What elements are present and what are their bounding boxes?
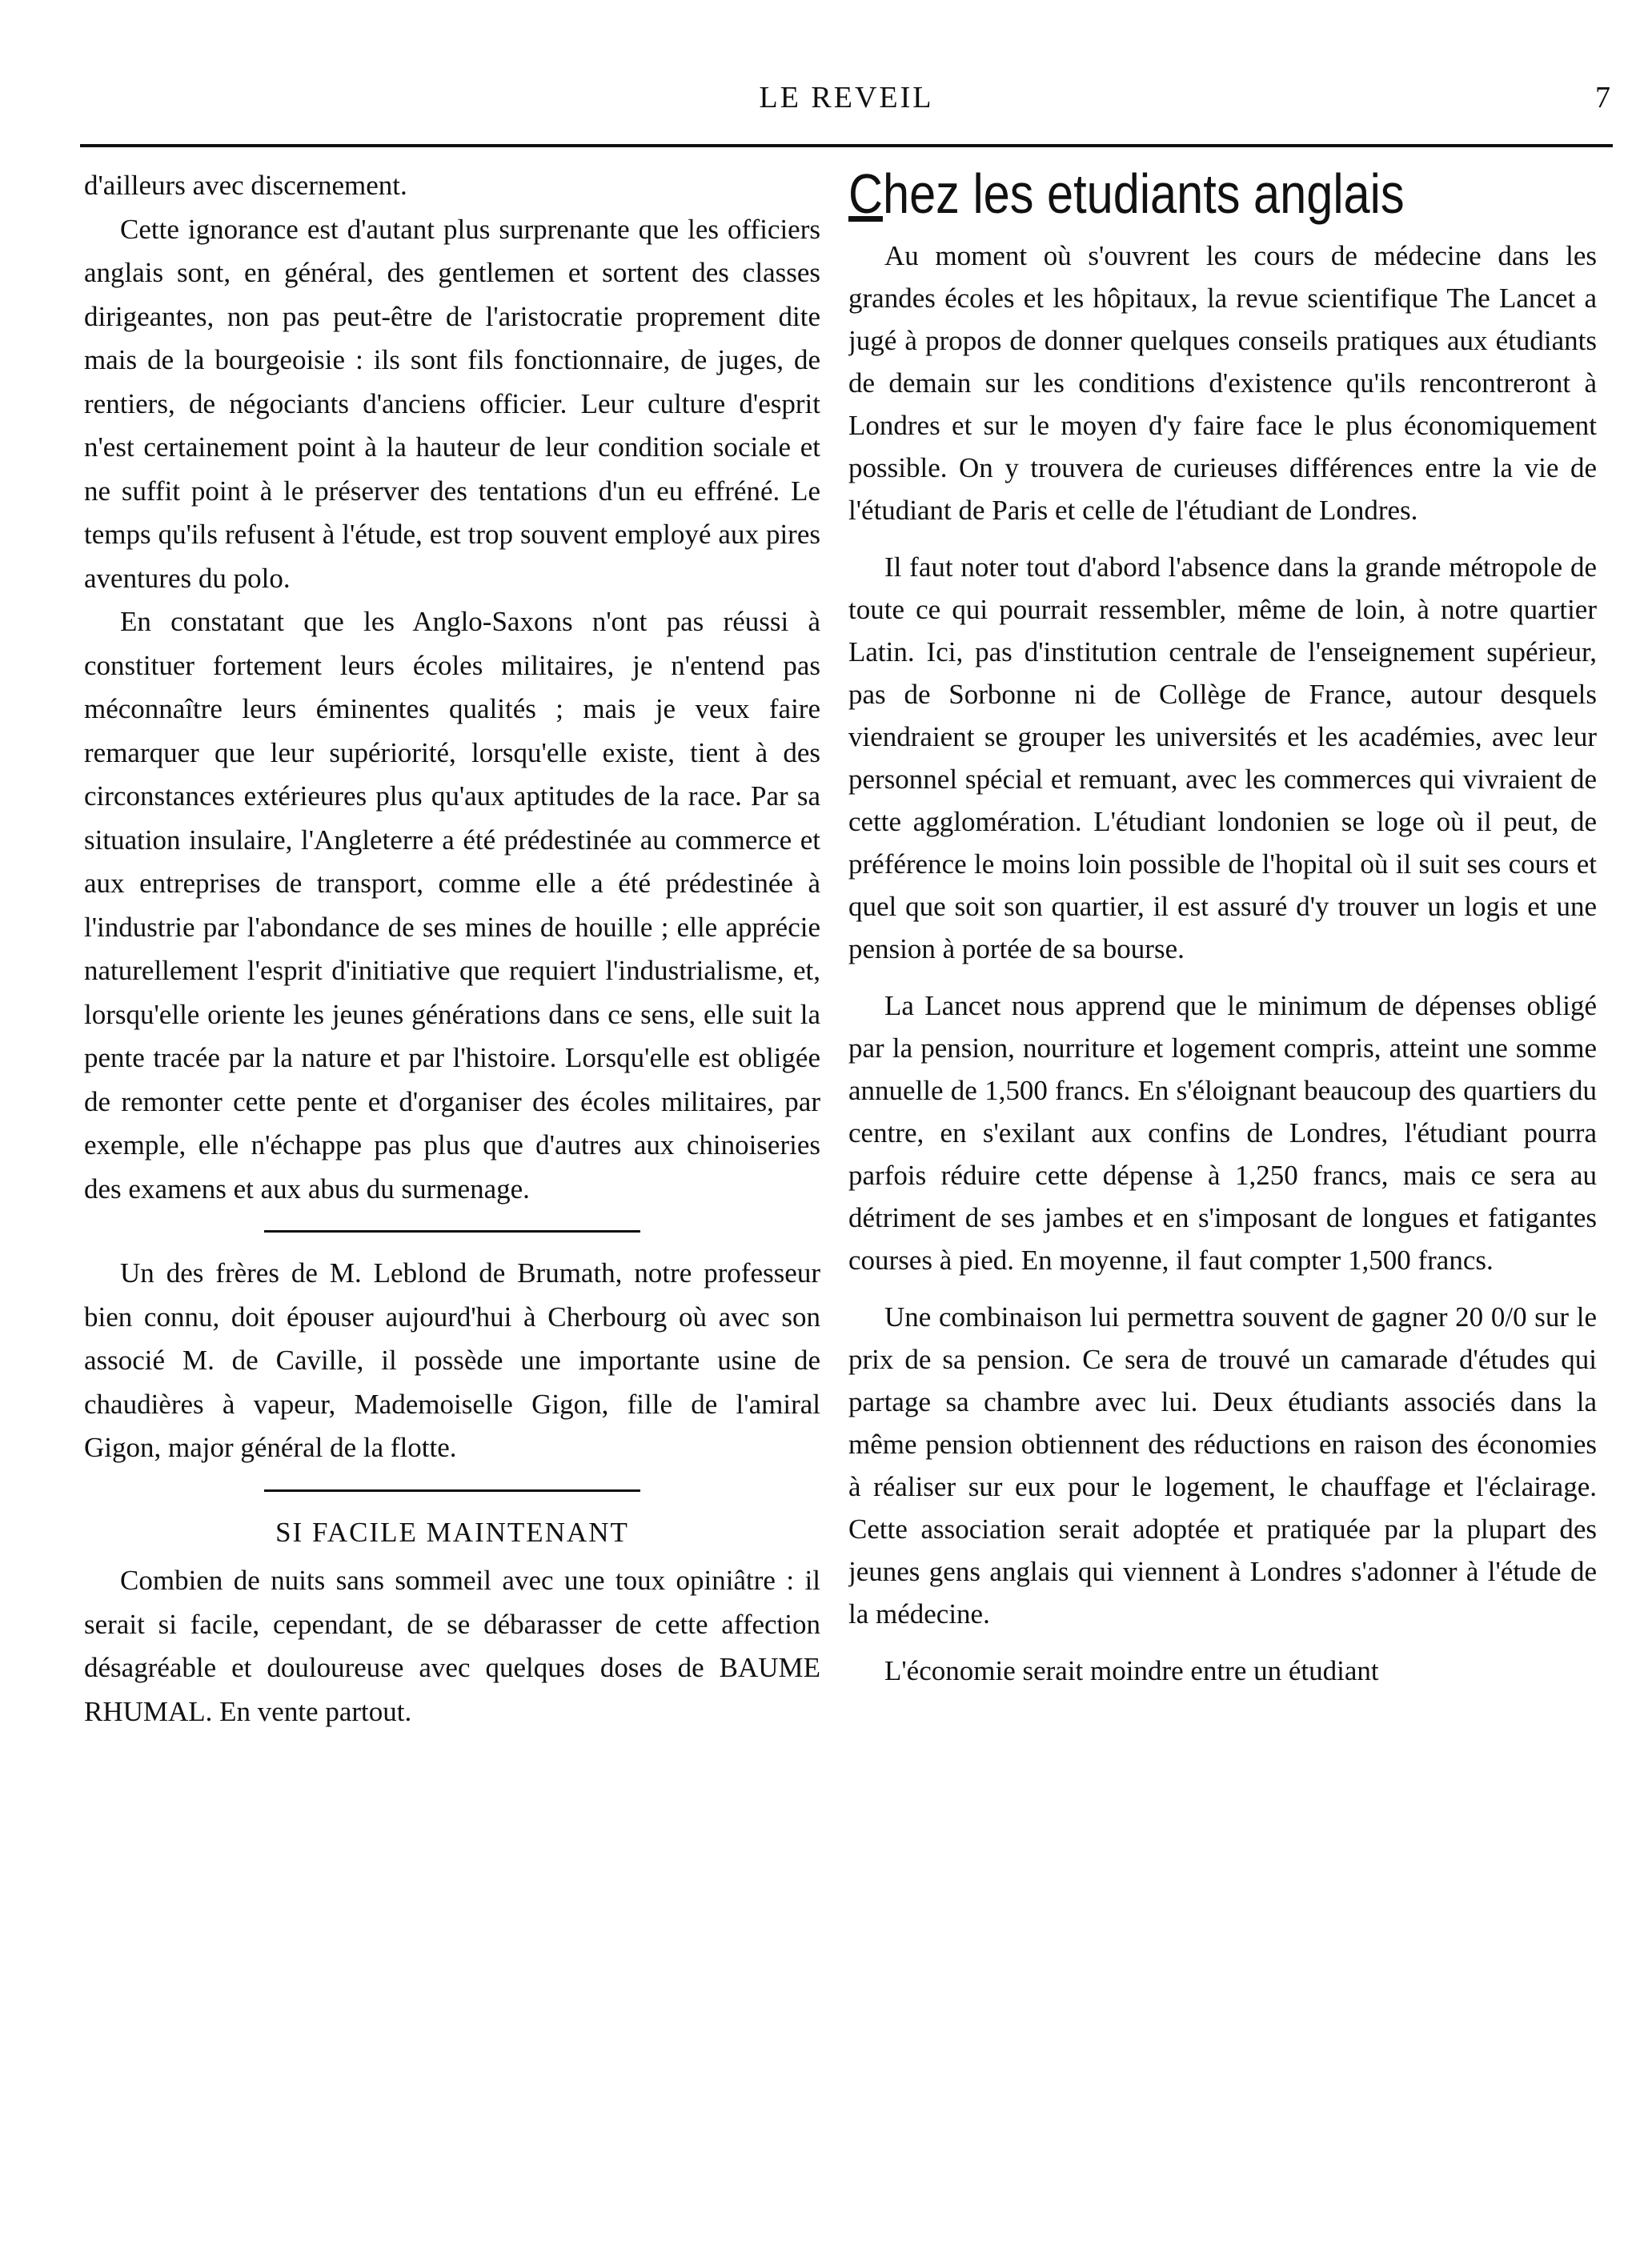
advertisement-text: Combien de nuits sans sommeil avec une toux opiniâtre : il serait si facile, cependant, de se débarasser de cette affection désagréable et douloureuse avec quelques doses de BAUME RHUMAL. En vente partout.	[84, 1565, 820, 1727]
article-paragraph-1: Au moment où s'ouvrent les cours de médecine dans les grandes écoles et les hôpitaux, la revue scientifique The Lancet a jugé à propos de donner quelques conseils pratiques aux étudiants de demain sur les conditions d'existence qu'ils rencontreront à Londres et sur le moyen d'y faire face le plus économiquement possible. On y trouvera de curieuses différences entre la vie de l'étudiant de Paris et celle de l'étudiant de Londres.	[848, 240, 1597, 526]
left-paragraph-3: En constatant que les Anglo-Saxons n'ont pas réussi à constituer fortement leurs écoles militaires, je n'entend pas méconnaître leurs éminentes qualités ; mais je veux faire remarquer que leur supériorité, lorsqu'elle existe, tient à des circonstances extérieures plus qu'aux aptitudes de la race. Par sa situation insulaire, l'Angleterre a été prédestinée au commerce et aux entreprises de transport, comme elle a été prédestinée à l'industrie par l'abondance de ses mines de houille ; elle apprécie naturellement l'esprit d'initiative que requiert l'industrialisme, et, lorsqu'elle oriente les jeunes générations dans ce sens, elle suit la pente tracée par la nature et par l'histoire. Lorsqu'elle est obligée de remonter cette pente et d'organiser des écoles militaires, par exemple, elle n'échappe pas plus que d'autres aux chinoiseries des examens et aux abus du surmenage.	[84, 606, 820, 1205]
left-paragraph-2: Cette ignorance est d'autant plus surprenante que les officiers anglais sont, en général, des gentlemen et sortent des classes dirigeantes, non pas peut-être de l'aristocratie proprement dite mais de la bourgeoisie : ils sont fils fonctionnaire, de juges, de rentiers, de négociants d'anciens officier. Leur culture d'esprit n'est certainement point à la hauteur de leur condition sociale et ne suffit point à le préserver des tentations d'un eu effréné. Le temps qu'ils refusent à l'étude, est trop souvent employé aux pires aventures du polo.	[84, 213, 820, 594]
page-number: 7	[1595, 81, 1613, 114]
advertisement-title: SI FACILE MAINTENANT	[275, 1516, 629, 1548]
right-column	[848, 156, 1597, 2221]
news-item: Un des frères de M. Leblond de Brumath, notre professeur bien connu, doit épouser aujourd'hui à Cherbourg où avec son associé M. de Caville, il possède une importante usine de chaudières à vapeur, Mademoiselle Gigon, fille de l'amiral Gigon, major général de la flotte.	[84, 1257, 820, 1463]
article-title-rest: hez les etudiants anglais	[882, 162, 1405, 225]
article-title	[848, 158, 1485, 230]
left-column	[84, 164, 820, 2213]
page-header	[80, 80, 1613, 128]
header-rule	[80, 144, 1613, 147]
section-divider	[264, 1230, 640, 1233]
article-paragraph-4: Une combinaison lui permettra souvent de gagner 20 0/0 sur le prix de sa pension. Ce sera de trouvé un camarade d'études qui partage sa chambre avec lui. Deux étudiants associés dans la même pension obtiennent des réductions en raison des économies à réaliser sur eux pour le logement, le chauffage et l'éclairage. Cette association serait adoptée et pratiquée par la plupart des jeunes gens anglais qui viennent à Londres s'adonner à l'étude de la médecine.	[848, 1301, 1597, 1630]
article-paragraph-5: L'économie serait moindre entre un étudiant	[884, 1655, 1379, 1686]
article-title-initial: C	[848, 162, 883, 225]
left-paragraph-1: d'ailleurs avec discernement.	[84, 170, 407, 201]
running-title: LE REVEIL	[759, 81, 934, 114]
article-paragraph-2: Il faut noter tout d'abord l'absence dans la grande métropole de toute ce qui pourrait ressembler, même de loin, à notre quartier Latin. Ici, pas d'institution centrale de l'enseignement supérieur, pas de Sorbonne ni de Collège de France, autour desquels viendraient se grouper les universités et les académies, avec leur personnel spécial et remuant, avec les commerces qui vivraient de cette agglomération. L'étudiant londonien se loge où il peut, de préférence le moins loin possible de l'hopital où il suit ses cours et quel que soit son quartier, il est assuré d'y trouver un logis et une pension à portée de sa bourse.	[848, 551, 1597, 964]
article-paragraph-3: La Lancet nous apprend que le minimum de dépenses obligé par la pension, nourriture et logement compris, atteint une somme annuelle de 1,500 francs. En s'éloignant beaucoup des quartiers du centre, en s'exilant aux confins de Londres, l'étudiant pourra parfois réduire cette dépense à 1,250 francs, mais ce sera au détriment de ses jambes et en s'imposant de longues et fatigantes courses à pied. En moyenne, il faut compter 1,500 francs.	[848, 990, 1597, 1276]
section-divider	[264, 1489, 640, 1492]
